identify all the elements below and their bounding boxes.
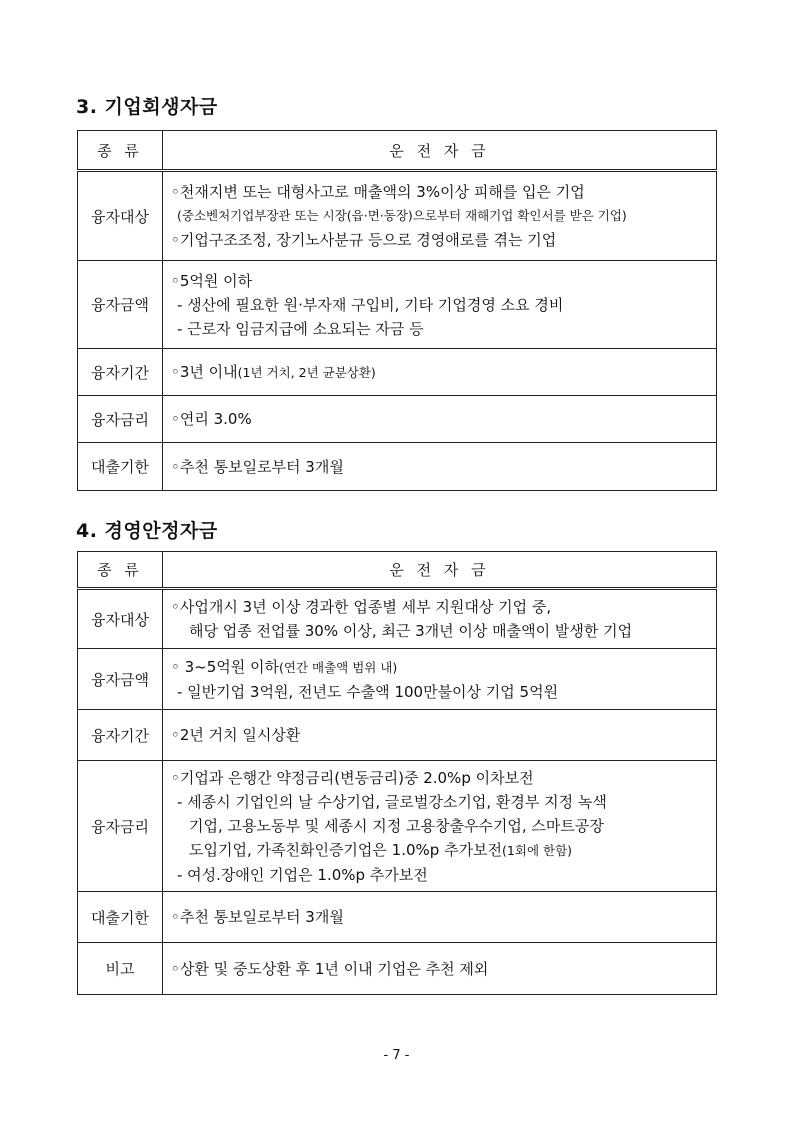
text-line: - 일반기업 3억원, 전년도 수출액 100만불이상 기업 5억원 [177,682,559,701]
row-label: 융자금리 [78,396,163,443]
row-label: 대출기한 [78,892,163,943]
table-row [78,892,717,943]
header-fund: 운 전 자 금 [163,131,717,171]
table-row [78,349,717,396]
text-note: (1회에 한함) [502,842,573,858]
row-label: 융자대상 [78,589,163,649]
text-line: 기업, 고용노동부 및 세종시 지정 고용창출우수기업, 스마트공장 [189,816,604,835]
text-line: - 근로자 임금지급에 소요되는 자금 등 [177,319,424,338]
loan-table-stability [77,551,717,995]
text-line: ◦추천 통보일로부터 3개월 [171,457,344,476]
table-row [78,261,717,349]
text-line: 도입기업, 가족친화인증기업은 1.0%p 추가보전 [189,840,503,859]
table-row [78,396,717,443]
row-content [163,396,717,443]
row-content [163,171,717,261]
text-note: (연간 매출액 범위 내) [279,659,398,675]
table-row [78,171,717,261]
table-row [78,589,717,649]
header-type: 종 류 [78,131,163,171]
text-line: ◦3년 이내 [171,362,238,381]
row-content [163,589,717,649]
text-line: ◦기업과 은행간 약정금리(변동금리)중 2.0%p 이차보전 [171,768,534,787]
text-line: ◦천재지변 또는 대형사고로 매출액의 3%이상 피해를 입은 기업 [171,183,585,201]
text-line: ◦기업구조조정, 장기노사분규 등으로 경영애로를 겪는 기업 [171,231,557,249]
section-title: 3. 기업회생자금 [76,96,218,118]
table-row [78,761,717,892]
row-content [163,261,717,349]
header-fund: 운 전 자 금 [163,552,717,589]
table-row [78,649,717,710]
row-content [163,349,717,396]
row-content [163,443,717,491]
header-type: 종 류 [78,552,163,589]
section-title: 4. 경영안정자금 [76,520,218,542]
row-content [163,943,717,995]
table-row [78,443,717,491]
row-label: 융자기간 [78,710,163,761]
text-line: 해당 업종 전업률 30% 이상, 최근 3개년 이상 매출액이 발생한 기업 [189,622,633,640]
page-number: - 7 - [383,1048,410,1063]
table-row [78,710,717,761]
text-line: - 세종시 기업인의 날 수상기업, 글로벌강소기업, 환경부 지정 녹색 [177,792,607,811]
text-line: (중소벤처기업부장관 또는 시장(읍·면·동장)으로부터 재해기업 확인서를 받은 기업) [177,208,627,223]
row-content [163,892,717,943]
text-line: ◦5억원 이하 [171,271,253,290]
text-note: (1년 거치, 2년 균분상환) [237,364,376,380]
row-label: 융자금리 [78,761,163,892]
row-label: 융자대상 [78,171,163,261]
row-label: 비고 [78,943,163,995]
text-line: ◦추천 통보일로부터 3개월 [171,908,344,926]
table-row [78,943,717,995]
text-line: ◦사업개시 3년 이상 경과한 업종별 세부 지원대상 기업 중, [171,598,552,616]
row-content [163,710,717,761]
text-line: ◦ 3~5억원 이하 [171,657,279,676]
row-label: 융자기간 [78,349,163,396]
row-content [163,761,717,892]
row-label: 융자금액 [78,261,163,349]
text-line: - 여성.장애인 기업은 1.0%p 추가보전 [177,865,428,884]
row-label: 융자금액 [78,649,163,710]
text-line: ◦2년 거치 일시상환 [171,726,301,744]
loan-table-recovery [77,130,717,491]
text-line: ◦상환 및 중도상환 후 1년 이내 기업은 추천 제외 [171,959,489,978]
row-label: 대출기한 [78,443,163,491]
text-line: ◦연리 3.0% [171,410,252,428]
row-content [163,649,717,710]
text-line: - 생산에 필요한 원·부자재 구입비, 기타 기업경영 소요 경비 [177,295,564,314]
